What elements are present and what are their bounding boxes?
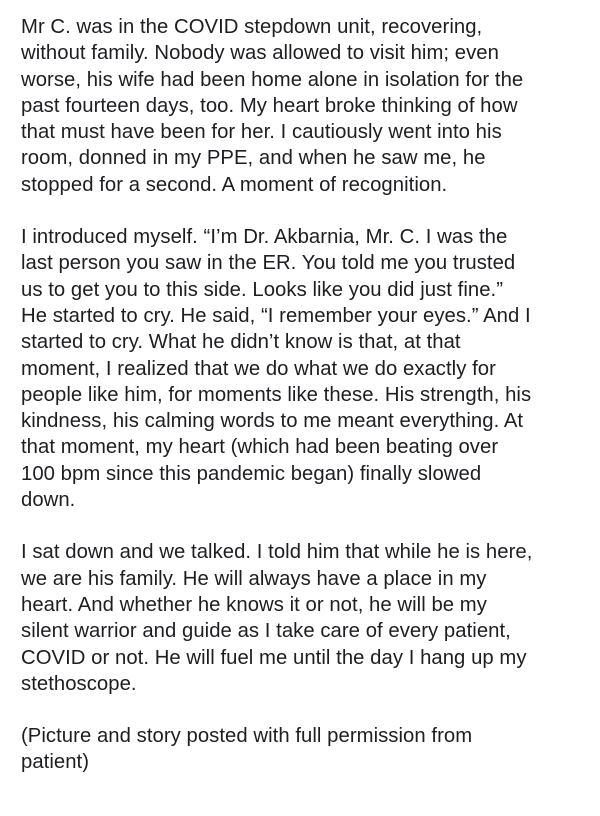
paragraph-2	[21, 224, 591, 513]
text-line: people like him, for moments like these. His strength, his	[21, 383, 532, 406]
text-line: moment, I realized that we do what we do exactly for	[21, 357, 496, 380]
text-line: silent warrior and guide as I take care of every patient,	[21, 620, 511, 643]
text-line: (Picture and story posted with full permission from	[21, 725, 473, 748]
text-line: room, donned in my PPE, and when he saw me, he	[21, 147, 486, 170]
text-line: down.	[21, 489, 76, 512]
paragraph-1	[21, 14, 591, 198]
text-line: that moment, my heart (which had been beating over	[21, 436, 499, 459]
text-line: I introduced myself. “I’m Dr. Akbarnia, Mr. C. I was the	[21, 226, 508, 249]
text-line: we are his family. He will always have a place in my	[21, 567, 487, 590]
text-line: worse, his wife had been home alone in isolation for the	[21, 68, 524, 91]
text-line: 100 bpm since this pandemic began) finally slowed	[21, 462, 482, 485]
post-text	[21, 14, 591, 802]
text-line: stopped for a second. A moment of recognition.	[21, 173, 448, 196]
text-line: Mr C. was in the COVID stepdown unit, recovering,	[21, 16, 483, 38]
text-line: patient)	[21, 751, 90, 774]
text-line: stethoscope.	[21, 672, 137, 695]
text-line: heart. And whether he knows it or not, he will be my	[21, 593, 487, 616]
text-line: COVID or not. He will fuel me until the day I hang up my	[21, 646, 527, 669]
text-line: I sat down and we talked. I told him that while he is here,	[21, 541, 533, 564]
text-line: us to get you to this side. Looks like you did just fine.”	[21, 278, 504, 301]
text-line: He started to cry. He said, “I remember your eyes.” And I	[21, 304, 531, 327]
text-line: without family. Nobody was allowed to visit him; even	[21, 42, 499, 65]
text-line: last person you saw in the ER. You told me you trusted	[21, 252, 516, 275]
text-line: started to cry. What he didn’t know is that, at that	[21, 331, 461, 354]
paragraph-4	[21, 723, 591, 776]
text-line: past fourteen days, too. My heart broke thinking of how	[21, 94, 518, 117]
text-line: kindness, his calming words to me meant everything. At	[21, 410, 524, 433]
text-line: that must have been for her. I cautiously went into his	[21, 121, 502, 144]
paragraph-3	[21, 539, 591, 697]
